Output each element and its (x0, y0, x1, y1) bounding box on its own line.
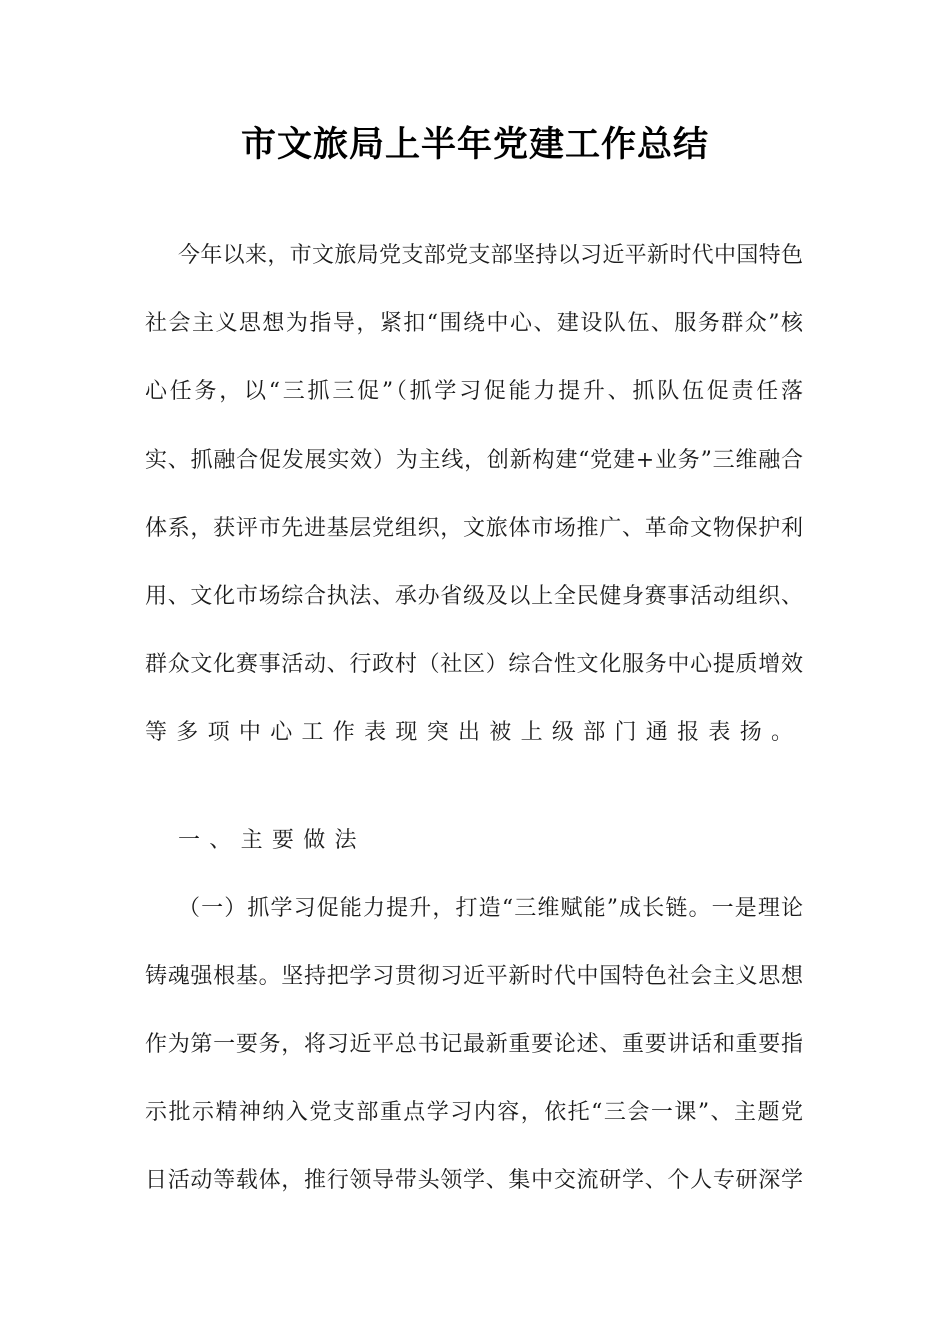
paragraph-2-line-5: 日活动等载体，推行领导带头领学、集中交流研学、个人专研深学 (145, 1168, 803, 1193)
section-heading: 一、主要做法 (178, 828, 366, 853)
paragraph-1-line-8: 等多项中心工作表现突出被上级部门通报表扬。 (145, 720, 803, 745)
paragraph-1-line-6: 用、文化市场综合执法、承办省级及以上全民健身赛事活动组织、 (145, 584, 803, 609)
paragraph-2-line-2: 铸魂强根基。坚持把学习贯彻习近平新时代中国特色社会主义思想 (145, 964, 803, 989)
paragraph-1-line-7: 群众文化赛事活动、行政村（社区）综合性文化服务中心提质增效 (145, 652, 803, 677)
paragraph-1-line-2: 社会主义思想为指导，紧扣“围绕中心、建设队伍、服务群众”核 (145, 311, 803, 336)
paragraph-1-line-5: 体系，获评市先进基层党组织，文旅体市场推广、革命文物保护利 (145, 516, 803, 541)
document-title: 市文旅局上半年党建工作总结 (240, 125, 709, 165)
paragraph-2-line-4: 示批示精神纳入党支部重点学习内容，依托“三会一课”、主题党 (145, 1100, 803, 1125)
paragraph-2-line-3: 作为第一要务，将习近平总书记最新重要论述、重要讲话和重要指 (145, 1032, 803, 1057)
paragraph-1-line-1: 今年以来，市文旅局党支部党支部坚持以习近平新时代中国特色 (178, 243, 803, 268)
paragraph-2-line-1: （一）抓学习促能力提升，打造“三维赋能”成长链。一是理论 (178, 896, 803, 921)
paragraph-1-line-3: 心任务，以“三抓三促”（抓学习促能力提升、抓队伍促责任落 (145, 379, 803, 404)
paragraph-1-line-4: 实、抓融合促发展实效）为主线，创新构建“党建+业务”三维融合 (145, 448, 803, 473)
